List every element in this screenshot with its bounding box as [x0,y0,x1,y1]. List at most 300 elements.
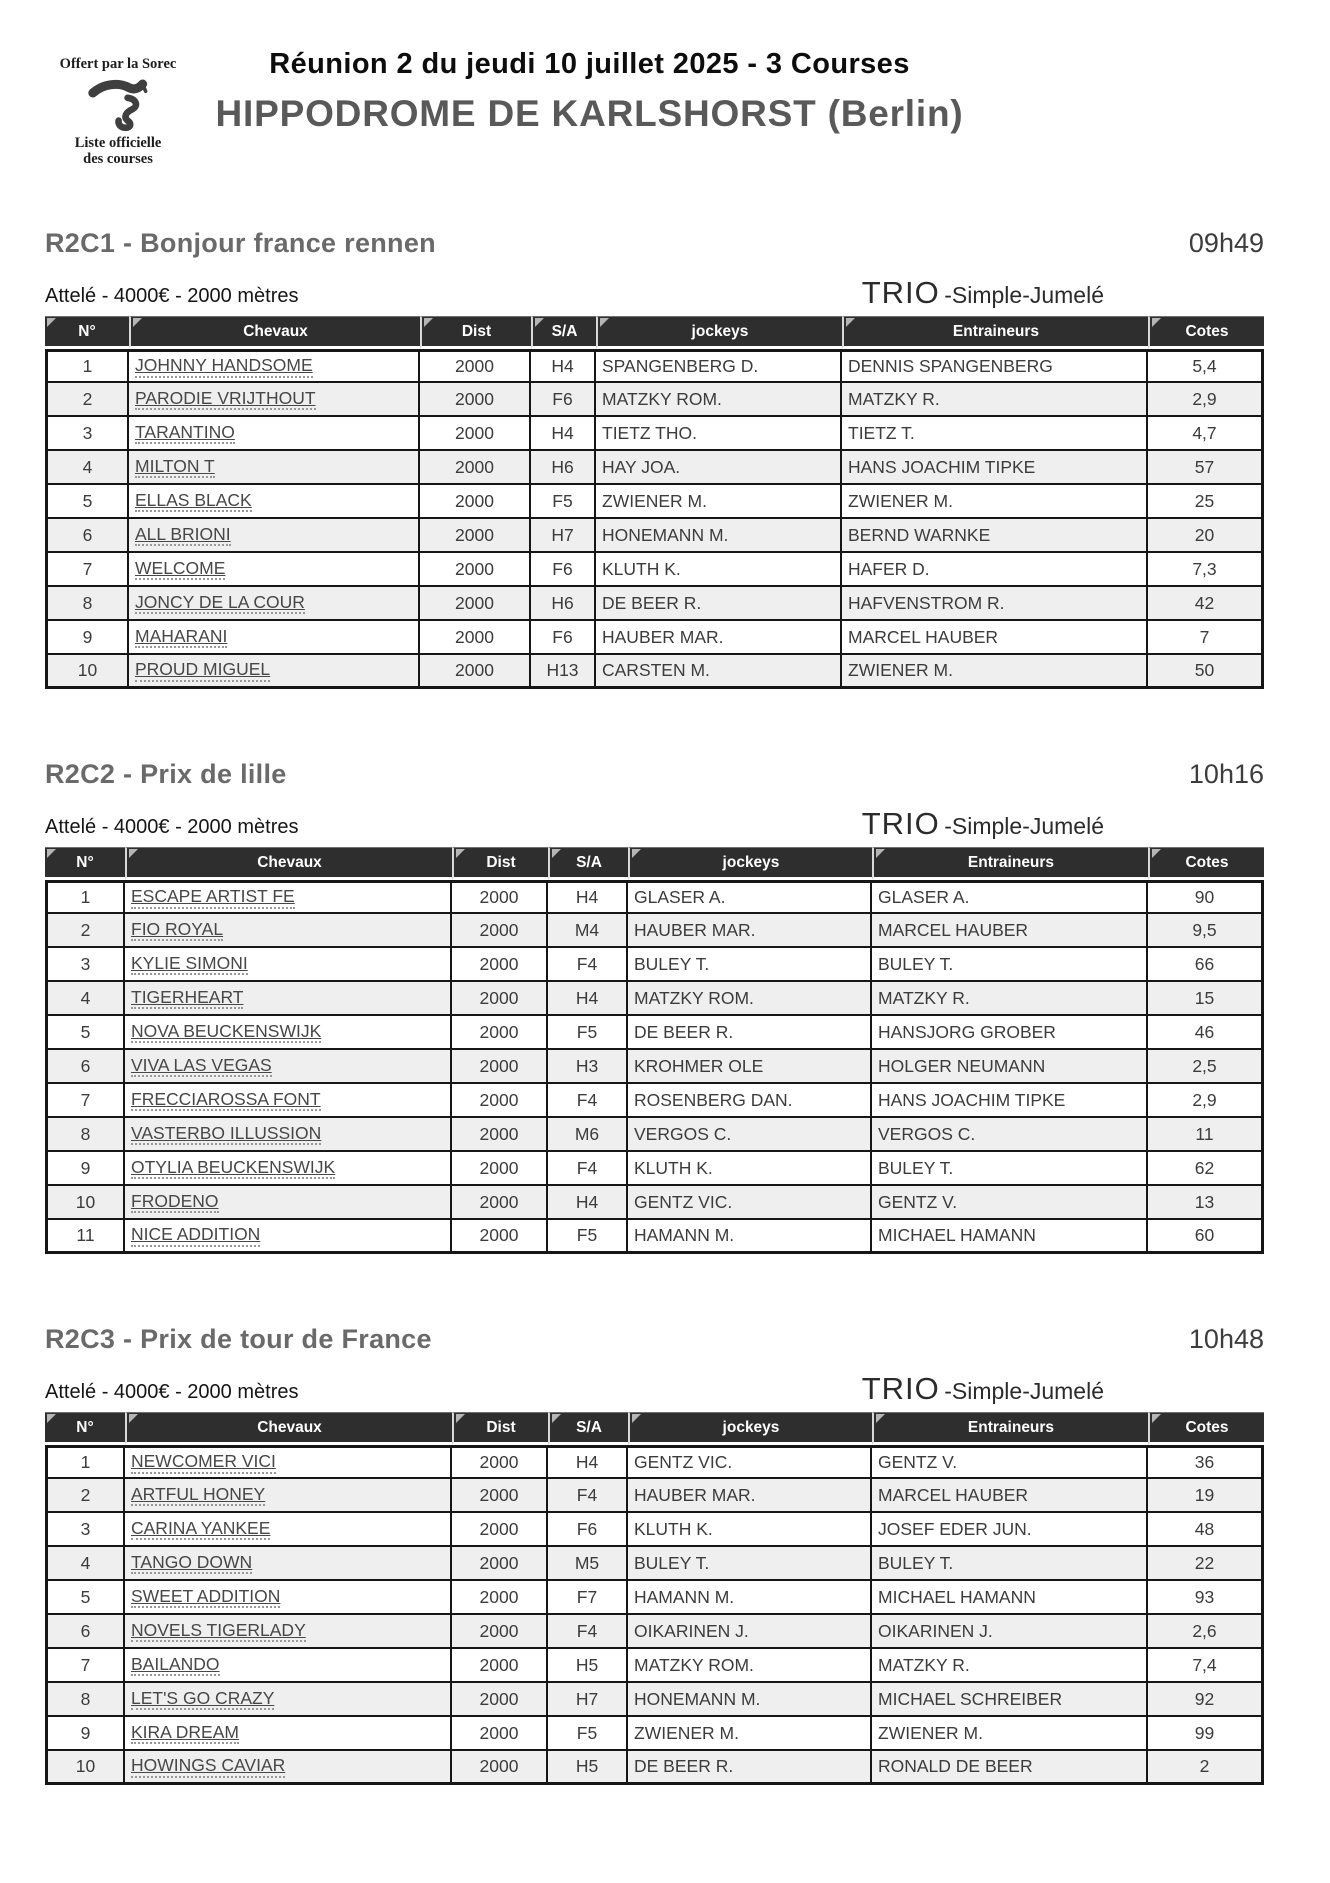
runner-distance: 2000 [452,1615,548,1649]
race-time: 09h49 [1188,228,1264,258]
logo-offert-text: Offert par la Sorec [59,56,177,72]
horse-name: ARTFUL HONEY [131,1484,265,1506]
bet-type-main: TRIO [861,806,940,841]
runner-jockey: VERGOS C. [628,1118,872,1152]
column-header [125,1412,452,1445]
column-header [872,1412,1148,1445]
horse-name: BAILANDO [131,1654,220,1676]
horse-name: ESCAPE ARTIST FE [131,886,295,908]
horse-name-cell [125,1547,452,1581]
horse-name-cell [125,982,452,1016]
race-title: R2C3 - Prix de tour de France [45,1324,432,1354]
runner-number: 1 [45,880,125,914]
runner-distance: 2000 [452,1479,548,1513]
runner-trainer: JOSEF EDER JUN. [872,1513,1148,1547]
horse-name-cell [125,1220,452,1254]
column-header [452,1412,548,1445]
runner-odds: 36 [1148,1445,1264,1479]
runner-jockey: KLUTH K. [628,1513,872,1547]
race-bet-types [862,1371,1104,1407]
race-conditions: Attelé - 4000€ - 2000 mètres [45,816,299,838]
horse-name-cell [125,1152,452,1186]
race-title: R2C2 - Prix de lille [45,759,287,789]
column-header-label: S/A [576,1419,602,1436]
runner-row [45,587,1264,621]
horse-name-cell [129,621,420,655]
runner-row [45,1479,1264,1513]
runner-trainer: VERGOS C. [872,1118,1148,1152]
runner-odds: 66 [1148,948,1264,982]
runner-sex-age: H5 [548,1649,628,1683]
runner-odds: 50 [1148,655,1264,689]
runner-jockey: HAY JOA. [596,451,842,485]
runner-trainer: MARCEL HAUBER [842,621,1148,655]
runner-row [45,1118,1264,1152]
runner-odds: 15 [1148,982,1264,1016]
table-header-row [45,1412,1264,1445]
horse-name-cell [129,553,420,587]
horse-name-cell [125,1751,452,1785]
runner-row [45,1016,1264,1050]
runner-number: 7 [45,1084,125,1118]
column-header [596,316,842,349]
column-header [45,847,125,880]
runner-odds: 20 [1148,519,1264,553]
bet-type-secondary: -Simple-Jumelé [944,813,1104,839]
race-header [45,1324,1264,1355]
race-section-r2c3 [45,1324,1264,1785]
column-header-label: jockeys [722,854,780,871]
column-header-label: S/A [576,854,602,871]
column-header-label: Entraineurs [967,1419,1055,1436]
horse-name: SWEET ADDITION [131,1586,280,1608]
filter-marker-icon [1152,318,1161,327]
runner-number: 9 [45,1717,125,1751]
horse-name: VASTERBO ILLUSSION [131,1123,321,1145]
runner-number: 10 [45,1186,125,1220]
runner-sex-age: F4 [548,1615,628,1649]
runner-distance: 2000 [452,1649,548,1683]
bet-type-main: TRIO [861,1371,940,1406]
runner-odds: 11 [1148,1118,1264,1152]
runner-row [45,880,1264,914]
runner-distance: 2000 [452,1445,548,1479]
runner-distance: 2000 [420,383,531,417]
runner-distance: 2000 [452,1717,548,1751]
runner-trainer: HAFER D. [842,553,1148,587]
horse-name: ELLAS BLACK [135,490,252,512]
race-header [45,759,1264,790]
runner-number: 8 [45,1683,125,1717]
runner-jockey: HAMANN M. [628,1220,872,1254]
runner-sex-age: M4 [548,914,628,948]
runner-odds: 60 [1148,1220,1264,1254]
filter-marker-icon [129,849,138,858]
runner-odds: 2,5 [1148,1050,1264,1084]
runner-sex-age: H4 [531,349,596,383]
horse-name-cell [125,1084,452,1118]
horse-name: MAHARANI [135,626,227,648]
horse-name: FRECCIAROSSA FONT [131,1089,321,1111]
runner-distance: 2000 [452,1751,548,1785]
runner-jockey: TIETZ THO. [596,417,842,451]
runner-odds: 57 [1148,451,1264,485]
race-title: R2C1 - Bonjour france rennen [45,228,436,258]
runner-jockey: HONEMANN M. [596,519,842,553]
column-header [1148,847,1264,880]
runner-trainer: MARCEL HAUBER [872,914,1148,948]
runner-jockey: CARSTEN M. [596,655,842,689]
runner-sex-age: H4 [548,880,628,914]
runner-sex-age: F6 [548,1513,628,1547]
runner-sex-age: H4 [548,1445,628,1479]
horse-name-cell [129,417,420,451]
runner-row [45,1649,1264,1683]
runner-sex-age: F4 [548,948,628,982]
runner-number: 7 [45,553,129,587]
table-header-row [45,847,1264,880]
runner-distance: 2000 [452,1220,548,1254]
horse-name-cell [129,485,420,519]
horse-name-cell [129,587,420,621]
runner-number: 11 [45,1220,125,1254]
runner-sex-age: H4 [548,982,628,1016]
runner-number: 4 [45,1547,125,1581]
runners-table [45,316,1264,689]
runner-number: 5 [45,1581,125,1615]
column-header-label: Cotes [1185,323,1229,340]
column-header-label: Cotes [1185,854,1229,871]
runner-jockey: HAUBER MAR. [596,621,842,655]
document-header [45,48,1264,186]
filter-marker-icon [47,849,56,858]
runner-trainer: MATZKY R. [842,383,1148,417]
runner-number: 3 [45,417,129,451]
runner-row [45,1050,1264,1084]
runner-jockey: HONEMANN M. [628,1683,872,1717]
horse-name-cell [125,1118,452,1152]
runner-jockey: HAUBER MAR. [628,914,872,948]
horse-name-cell [129,655,420,689]
runner-odds: 5,4 [1148,349,1264,383]
runner-row [45,655,1264,689]
runner-row [45,1220,1264,1254]
runner-trainer: HOLGER NEUMANN [872,1050,1148,1084]
runner-distance: 2000 [452,1050,548,1084]
horse-name: VIVA LAS VEGAS [131,1055,272,1077]
runner-trainer: BULEY T. [872,948,1148,982]
runner-sex-age: F5 [548,1016,628,1050]
runner-trainer: OIKARINEN J. [872,1615,1148,1649]
horse-name-cell [125,1186,452,1220]
horse-name: NEWCOMER VICI [131,1451,276,1473]
race-header [45,228,1264,259]
runner-sex-age: H6 [531,451,596,485]
runner-sex-age: F6 [531,621,596,655]
filter-marker-icon [600,318,609,327]
race-conditions: Attelé - 4000€ - 2000 mètres [45,285,299,307]
horse-name: PROUD MIGUEL [135,659,270,681]
filter-marker-icon [456,1414,465,1423]
runner-number: 9 [45,621,129,655]
column-header [548,1412,628,1445]
runner-sex-age: H3 [548,1050,628,1084]
runner-trainer: MATZKY R. [872,1649,1148,1683]
runner-number: 1 [45,349,129,383]
filter-marker-icon [1152,1414,1161,1423]
horse-name-cell [125,1717,452,1751]
runner-number: 7 [45,1649,125,1683]
runner-distance: 2000 [452,1547,548,1581]
logo-liste-text: Liste officielle des courses [74,134,162,168]
runner-jockey: MATZKY ROM. [628,1649,872,1683]
runner-number: 8 [45,1118,125,1152]
race-conditions: Attelé - 4000€ - 2000 mètres [45,1381,299,1403]
filter-marker-icon [47,318,56,327]
horse-name: NOVELS TIGERLADY [131,1620,306,1642]
horse-name-cell [125,1016,452,1050]
horse-name: LET'S GO CRAZY [131,1688,274,1710]
runner-sex-age: M6 [548,1118,628,1152]
bet-type-secondary: -Simple-Jumelé [944,282,1104,308]
runner-odds: 93 [1148,1581,1264,1615]
horse-name-cell [125,1050,452,1084]
runner-distance: 2000 [452,1513,548,1547]
column-header-label: Entraineurs [952,323,1040,340]
horse-name: JOHNNY HANDSOME [135,355,313,377]
runner-row [45,1513,1264,1547]
runner-trainer: HANS JOACHIM TIPKE [842,451,1148,485]
runner-trainer: HANSJORG GROBER [872,1016,1148,1050]
column-header [628,1412,872,1445]
runner-row [45,914,1264,948]
runner-distance: 2000 [420,655,531,689]
runner-jockey: DE BEER R. [596,587,842,621]
runner-distance: 2000 [420,587,531,621]
runner-trainer: GENTZ V. [872,1445,1148,1479]
runner-distance: 2000 [420,417,531,451]
column-header [129,316,420,349]
column-header [842,316,1148,349]
runner-trainer: RONALD DE BEER [872,1751,1148,1785]
race-bet-types [862,275,1104,311]
race-section-r2c2 [45,759,1264,1254]
horse-name-cell [125,1649,452,1683]
runner-sex-age: F7 [548,1581,628,1615]
runner-row [45,1445,1264,1479]
runner-row [45,621,1264,655]
runner-trainer: DENNIS SPANGENBERG [842,349,1148,383]
runner-distance: 2000 [420,553,531,587]
race-subheader [45,1371,1264,1407]
sorec-logo [47,56,189,168]
column-header-label: Chevaux [243,323,308,340]
filter-marker-icon [846,318,855,327]
horse-name: TANGO DOWN [131,1552,252,1574]
column-header [125,847,452,880]
runner-distance: 2000 [452,1118,548,1152]
runner-odds: 7 [1148,621,1264,655]
meeting-title: Réunion 2 du jeudi 10 juillet 2025 - 3 Courses [269,48,910,80]
race-section-r2c1 [45,228,1264,689]
runner-sex-age: F5 [531,485,596,519]
runner-odds: 22 [1148,1547,1264,1581]
runner-sex-age: F5 [548,1717,628,1751]
filter-marker-icon [1152,849,1161,858]
filter-marker-icon [47,1414,56,1423]
filter-marker-icon [876,1414,885,1423]
horse-name: ALL BRIONI [135,524,231,546]
runner-row [45,485,1264,519]
runner-odds: 62 [1148,1152,1264,1186]
runner-number: 8 [45,587,129,621]
column-header-label: jockeys [691,323,749,340]
runner-jockey: DE BEER R. [628,1751,872,1785]
runner-row [45,982,1264,1016]
runner-trainer: MARCEL HAUBER [872,1479,1148,1513]
horse-name: NICE ADDITION [131,1224,260,1246]
horse-name: JONCY DE LA COUR [135,592,305,614]
runner-trainer: BULEY T. [872,1547,1148,1581]
runner-row [45,451,1264,485]
column-header [420,316,531,349]
venue-title: HIPPODROME DE KARLSHORST (Berlin) [215,93,964,134]
runner-odds: 19 [1148,1479,1264,1513]
runner-row [45,1547,1264,1581]
horse-name-cell [125,1445,452,1479]
runner-odds: 46 [1148,1016,1264,1050]
bet-type-main: TRIO [861,275,940,310]
runner-number: 6 [45,519,129,553]
runners-table [45,847,1264,1254]
horse-name: OTYLIA BEUCKENSWIJK [131,1157,335,1179]
race-bet-types [862,806,1104,842]
runner-odds: 13 [1148,1186,1264,1220]
runner-distance: 2000 [452,1683,548,1717]
runner-odds: 9,5 [1148,914,1264,948]
header-titles [45,48,1264,135]
column-header-label: Chevaux [257,1419,322,1436]
runner-trainer: HANS JOACHIM TIPKE [872,1084,1148,1118]
runner-sex-age: H4 [548,1186,628,1220]
runner-row [45,349,1264,383]
horse-name-cell [129,383,420,417]
race-subheader [45,806,1264,842]
runner-distance: 2000 [452,1152,548,1186]
runner-trainer: ZWIENER M. [842,655,1148,689]
runner-row [45,417,1264,451]
runner-row [45,1717,1264,1751]
horse-name-cell [125,914,452,948]
runner-odds: 90 [1148,880,1264,914]
column-header [872,847,1148,880]
runner-row [45,1615,1264,1649]
runner-trainer: TIETZ T. [842,417,1148,451]
runner-jockey: OIKARINEN J. [628,1615,872,1649]
column-header-label: Dist [461,323,492,340]
runner-number: 4 [45,982,125,1016]
filter-marker-icon [535,318,544,327]
runner-number: 3 [45,1513,125,1547]
filter-marker-icon [552,1414,561,1423]
runner-number: 10 [45,1751,125,1785]
filter-marker-icon [129,1414,138,1423]
horse-name: CARINA YANKEE [131,1518,270,1540]
runner-sex-age: H7 [548,1683,628,1717]
horse-name: PARODIE VRIJTHOUT [135,388,316,410]
column-header [1148,316,1264,349]
runner-trainer: MICHAEL HAMANN [872,1581,1148,1615]
column-header-label: Dist [486,1419,516,1436]
runner-distance: 2000 [452,1084,548,1118]
horse-name: NOVA BEUCKENSWIJK [131,1021,321,1043]
runner-sex-age: H7 [531,519,596,553]
runner-distance: 2000 [420,451,531,485]
runner-sex-age: F4 [548,1479,628,1513]
column-header-label: N° [76,854,94,871]
runner-distance: 2000 [452,880,548,914]
column-header-label: Entraineurs [967,854,1055,871]
runner-odds: 2,6 [1148,1615,1264,1649]
horse-name-cell [129,349,420,383]
runner-sex-age: F4 [548,1152,628,1186]
horse-name: FRODENO [131,1191,219,1213]
runner-number: 5 [45,485,129,519]
runner-odds: 99 [1148,1717,1264,1751]
runner-sex-age: F4 [548,1084,628,1118]
runner-distance: 2000 [452,1581,548,1615]
runner-distance: 2000 [452,914,548,948]
runner-sex-age: H5 [548,1751,628,1785]
runner-jockey: HAMANN M. [628,1581,872,1615]
horse-name: TIGERHEART [131,987,243,1009]
runner-trainer: GENTZ V. [872,1186,1148,1220]
runner-distance: 2000 [420,519,531,553]
runner-odds: 7,4 [1148,1649,1264,1683]
horse-silhouette-icon [70,75,166,135]
runner-row [45,1186,1264,1220]
runner-sex-age: H13 [531,655,596,689]
runner-number: 2 [45,914,125,948]
horse-name: KYLIE SIMONI [131,953,248,975]
runner-jockey: GENTZ VIC. [628,1186,872,1220]
runner-number: 1 [45,1445,125,1479]
horse-name: MILTON T [135,456,215,478]
column-header [531,316,596,349]
column-header-label: N° [78,323,96,340]
runner-row [45,948,1264,982]
filter-marker-icon [456,849,465,858]
runner-jockey: GENTZ VIC. [628,1445,872,1479]
horse-name-cell [125,1581,452,1615]
horse-name-cell [129,451,420,485]
runner-odds: 42 [1148,587,1264,621]
runner-jockey: HAUBER MAR. [628,1479,872,1513]
runner-trainer: BULEY T. [872,1152,1148,1186]
runner-row [45,383,1264,417]
runner-number: 2 [45,383,129,417]
horse-name-cell [125,1479,452,1513]
runner-distance: 2000 [420,349,531,383]
runners-table [45,1412,1264,1785]
column-header [45,1412,125,1445]
filter-marker-icon [133,318,142,327]
runner-trainer: ZWIENER M. [842,485,1148,519]
race-time: 10h16 [1188,759,1264,789]
runner-trainer: MICHAEL HAMANN [872,1220,1148,1254]
bet-type-secondary: -Simple-Jumelé [944,1378,1104,1404]
runner-trainer: GLASER A. [872,880,1148,914]
